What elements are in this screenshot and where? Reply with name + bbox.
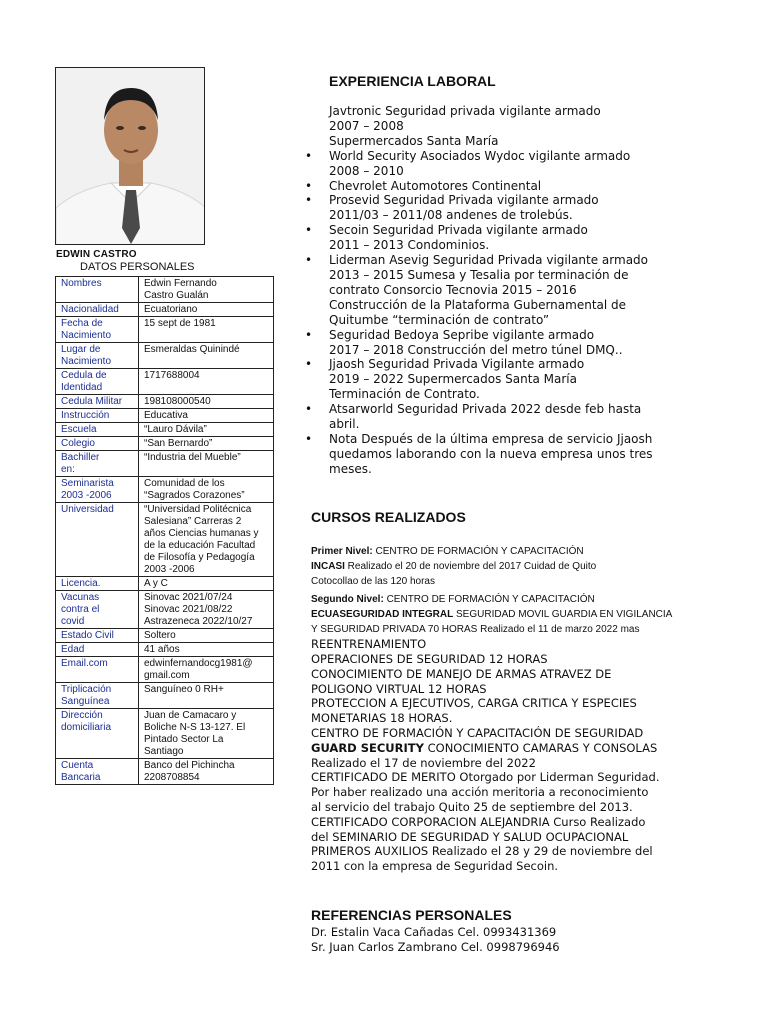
personal-data-table	[55, 276, 274, 785]
experiencia-item-text: Liderman Asevig Seguridad Privada vigilante armado 2013 – 2015 Sumesa y Tesalia por terminación de contrato Consorcio Tecnovia 2015 – 2016 Construcción de la Plataforma Gubernamental de Quitumbe “terminación de contrato”	[329, 253, 649, 327]
personal-data-row	[56, 423, 274, 437]
referencia-item: Dr. Estalin Vaca Cañadas Cel. 0993431369	[311, 925, 557, 939]
personal-data-row	[56, 477, 274, 503]
row-label: Fecha de Nacimiento	[56, 317, 139, 343]
personal-data-row	[56, 657, 274, 683]
personal-data-row	[56, 643, 274, 657]
row-value: Sinovac 2021/07/24 Sinovac 2021/08/22 Astrazeneca 2022/10/27	[139, 591, 274, 629]
row-label: Instrucción	[56, 409, 139, 423]
row-value: Juan de Camacaro y Boliche N-S 13-127. El Pintado Sector La Santiago	[139, 709, 274, 759]
person-portrait-icon	[56, 68, 205, 245]
row-label: Dirección domiciliaria	[56, 709, 139, 759]
row-label: Nacionalidad	[56, 303, 139, 317]
row-value: “Universidad Politécnica Salesiana” Carreras 2 años Ciencias humanas y de la educación Facultad de Filosofía y Pedagogía 2003 -2006	[139, 503, 274, 577]
segundo-nivel-text: CENTRO DE FORMACIÓN Y CAPACITACIÓN	[383, 593, 595, 605]
primer-nivel-label: Primer Nivel:	[311, 546, 373, 557]
row-label: Colegio	[56, 437, 139, 451]
personal-data-row	[56, 577, 274, 591]
experiencia-title: EXPERIENCIA LABORAL	[329, 73, 496, 89]
experiencia-item	[305, 178, 689, 194]
experiencia-intro-line: 2007 – 2008	[329, 118, 404, 133]
cursos-title: CURSOS REALIZADOS	[311, 509, 466, 525]
primer-nivel	[311, 544, 701, 590]
row-value: Edwin Fernando Castro Gualán	[139, 277, 274, 303]
primer-nivel-institucion: INCASI	[311, 561, 345, 573]
row-value: Ecuatoriano	[139, 303, 274, 317]
primer-nivel-detalle: Realizado el 20 de noviembre del 2017 Cuidad de Quito Cotocollao de las 120 horas	[311, 561, 597, 588]
experiencia-item-text: Chevrolet Automotores Continental	[329, 178, 542, 193]
segundo-nivel-label: Segundo Nivel:	[311, 593, 384, 605]
personal-data-row	[56, 317, 274, 343]
bullet-icon: •	[305, 431, 313, 446]
personal-data-row	[56, 369, 274, 395]
cursos-section	[311, 544, 701, 874]
row-label: Universidad	[56, 503, 139, 577]
row-label: Vacunas contra el covid	[56, 591, 139, 629]
personal-data-row	[56, 709, 274, 759]
row-label: Nombres	[56, 277, 139, 303]
experiencia-item-text: Jjaosh Seguridad Privada Vigilante armado 2019 – 2022 Supermercados Santa María Terminación de Contrato.	[329, 357, 585, 402]
personal-data-row	[56, 503, 274, 577]
personal-data-row	[56, 303, 274, 317]
personal-data-row	[56, 409, 274, 423]
bullet-icon: •	[305, 402, 313, 417]
row-label: Bachiller en:	[56, 451, 139, 477]
experiencia-item	[305, 327, 689, 358]
experiencia-item-text: Seguridad Bedoya Sepribe vigilante armado 2017 – 2018 Construcción del metro túnel DMQ..	[329, 327, 623, 357]
experiencia-intro-line: Supermercados Santa María	[329, 133, 499, 148]
cursos-lista-a: REENTRENAMIENTO OPERACIONES DE SEGURIDAD 12 HORAS CONOCIMIENTO DE MANEJO DE ARMAS ATRAVEZ DE POLIGONO VIRTUAL 12 HORAS PROTECCION A EJECUTIVOS, CARGA CRITICA Y ESPECIES MONETARIAS 18 HORAS. CENTRO DE FORMACIÓN Y CAPACITACIÓN DE SEGURIDAD	[311, 637, 644, 740]
row-value: Comunidad de los “Sagrados Corazones”	[139, 477, 274, 503]
guard-security-text: CONOCIMIENTO CAMARAS Y CONSOLAS	[423, 740, 658, 755]
row-label: Triplicación Sanguínea	[56, 683, 139, 709]
personal-data-row	[56, 629, 274, 643]
personal-data-row	[56, 277, 274, 303]
bullet-icon: •	[305, 223, 313, 238]
experiencia-item	[305, 431, 689, 477]
segundo-nivel-detalle: SEGURIDAD MOVIL GUARDIA EN VIGILANCIA Y SEGURIDAD PRIVADA 70 HORAS Realizado el 11 de marzo 2022 mas	[311, 608, 673, 636]
datos-personales-title: DATOS PERSONALES	[80, 261, 195, 273]
experiencia-item-text: Nota Después de la última empresa de servicio Jjaosh quedamos laborando con la nueva empresa unos tres meses.	[329, 431, 653, 476]
experiencia-item	[305, 223, 689, 253]
row-value: 41 años	[139, 643, 274, 657]
referencias-title: REFERENCIAS PERSONALES	[311, 907, 512, 923]
row-value: A y C	[139, 577, 274, 591]
row-value: 15 sept de 1981	[139, 317, 274, 343]
experiencia-item-text: World Security Asociados Wydoc vigilante armado 2008 – 2010	[329, 148, 631, 178]
row-label: Estado Civil	[56, 629, 139, 643]
row-value: edwinfernandocg1981@ gmail.com	[139, 657, 274, 683]
personal-data-row	[56, 591, 274, 629]
row-label: Email.com	[56, 657, 139, 683]
row-value: Educativa	[139, 409, 274, 423]
row-value: Soltero	[139, 629, 274, 643]
bullet-icon: •	[305, 193, 313, 208]
row-value: Banco del Pichincha 2208708854	[139, 759, 274, 785]
bullet-icon: •	[305, 148, 313, 163]
row-label: Cedula de Identidad	[56, 369, 139, 395]
personal-data-row	[56, 759, 274, 785]
experiencia-item	[305, 357, 689, 402]
row-label: Lugar de Nacimiento	[56, 343, 139, 369]
experiencia-intro-line: Javtronic Seguridad privada vigilante armado	[329, 104, 601, 118]
experiencia-item	[305, 193, 689, 223]
row-value: 1717688004	[139, 369, 274, 395]
experiencia-item-text: Secoin Seguridad Privada vigilante armado 2011 – 2013 Condominios.	[329, 223, 588, 253]
row-label: Licencia.	[56, 577, 139, 591]
experiencia-item	[305, 402, 689, 432]
primer-nivel-text: CENTRO DE FORMACIÓN Y CAPACITACIÓN	[372, 546, 584, 557]
row-value: “Industria del Mueble”	[139, 451, 274, 477]
profile-photo	[55, 67, 205, 245]
guard-security-label: GUARD SECURITY	[311, 740, 424, 755]
experiencia-item	[305, 253, 689, 328]
row-value: Esmeraldas Quinindé	[139, 343, 274, 369]
row-label: Escuela	[56, 423, 139, 437]
cursos-lista-b: Realizado el 17 de noviembre del 2022 CERTIFICADO DE MERITO Otorgado por Liderman Seguridad. Por haber realizado una acción meritoria a reconocimiento al servicio del trabajo Quito 25 de septiembre del 2013. CERTIFICADO CORPORACION ALEJANDRIA Curso Realizado del SEMINARIO DE SEGURIDAD Y SALUD OCUPACIONAL PRIMEROS AUXILIOS Realizado el 28 y 29 de noviembre del 2011 con la empresa de Seguridad Secoin.	[311, 755, 660, 874]
row-label: Seminarista 2003 -2006	[56, 477, 139, 503]
personal-data-row	[56, 683, 274, 709]
bullet-icon: •	[305, 357, 313, 372]
personal-data-row	[56, 395, 274, 409]
experiencia-item	[305, 148, 689, 179]
row-label: Cuenta Bancaria	[56, 759, 139, 785]
row-label: Edad	[56, 643, 139, 657]
personal-data-row	[56, 451, 274, 477]
bullet-icon: •	[305, 253, 313, 268]
experiencia-item-text: Atsarworld Seguridad Privada 2022 desde feb hasta abril.	[329, 402, 642, 432]
personal-data-row	[56, 437, 274, 451]
experiencia-section	[305, 104, 689, 477]
segundo-nivel-institucion: ECUASEGURIDAD INTEGRAL	[311, 608, 454, 620]
segundo-nivel	[311, 592, 701, 638]
personal-data-row	[56, 343, 274, 369]
row-value: 198108000540	[139, 395, 274, 409]
referencias-list	[311, 925, 560, 955]
row-label: Cedula Militar	[56, 395, 139, 409]
row-value: Sanguíneo 0 RH+	[139, 683, 274, 709]
candidate-name: EDWIN CASTRO	[56, 249, 137, 260]
bullet-icon: •	[305, 327, 313, 342]
bullet-icon: •	[305, 178, 313, 193]
experiencia-item-text: Prosevid Seguridad Privada vigilante armado 2011/03 – 2011/08 andenes de trolebús.	[329, 193, 599, 223]
row-value: “Lauro Dávila”	[139, 423, 274, 437]
row-value: “San Bernardo”	[139, 437, 274, 451]
referencia-item: Sr. Juan Carlos Zambrano Cel. 0998796946	[311, 940, 560, 954]
